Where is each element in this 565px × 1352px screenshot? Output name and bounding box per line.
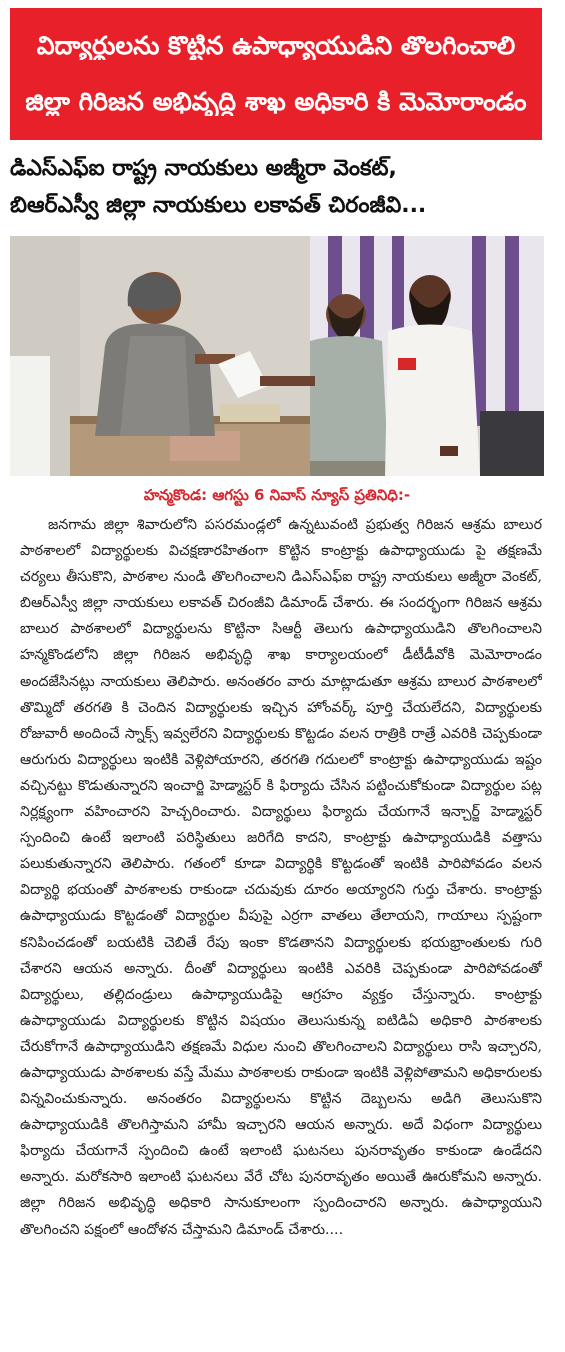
headline-line-2: జిల్లా గిరిజన అభివృద్ధి శాఖ అధికారి కి మెమోరాండం (25, 87, 527, 116)
subheadline-line-1: డిఎస్ఎఫ్ఐ రాష్ట్ర నాయకులు అజ్మీరా వెంకట్, (10, 156, 397, 181)
news-photo (10, 236, 544, 476)
subheadline (10, 150, 545, 224)
headline-banner (10, 8, 542, 140)
dateline: హన్మకొండ: ఆగస్టు 6 నివాస్ న్యూస్ ప్రతినిధి:- (143, 486, 411, 504)
subheadline-line-2: బిఆర్ఎస్వీ జిల్లా నాయకులు లకావత్ చిరంజీవి... (10, 193, 427, 218)
article-body: జనగామ జిల్లా శివారులోని పసరమండ్లలో ఉన్నటువంటి ప్రభుత్వ గిరిజన ఆశ్రమ బాలుర పాఠశాలలో విద్యార్థులకు విచక్షణారహితంగా కొట్టిన కాంట్రాక్టు ఉపాధ్యాయుడు పై తక్షణమే చర్యలు తీసుకొని, పాఠశాల నుండి తొలగించాలని డిఎస్ఎఫ్ఐ రాష్ట్ర నాయకులు అజ్మీరా వెంకట్, బిఆర్ఎస్వీ జిల్లా నాయకులు లకావత్ చిరంజీవి డిమాండ్ చేశారు. ఈ సందర్భంగా గిరిజన ఆశ్రమ బాలుర పాఠశాలలో విద్యార్థులను కొట్టినా సిఆర్టీ తెలుగు ఉపాధ్యాయుడిని తొలగించాలని హన్మకొండలోని జిల్లా గిరిజన అభివృద్ధి శాఖ కార్యాలయంలో డీటీడీవోకి మెమోరాండం అందజేసినట్లు నాయకులు తెలిపారు. అనంతరం వారు మాట్లాడుతూ ఆశ్రమ బాలుర పాఠశాలలో తొమ్మిదో తరగతి కి చెందిన విద్యార్థులకు ఇచ్చిన హోంవర్క్ పూర్తి చేయలేదని, విద్యార్థులకు రోజువారీ అందించే స్నాక్స్ ఇవ్వలేరని విద్యార్థులకు కొట్టడం వలన రాత్రికి రాత్రే ఎవరికి చెప్పకుండా ఆరుగురు విద్యార్థులు ఇంటికి వెళ్లిపోయారని, తరగతి గదులలో కాంట్రాక్టు ఉపాధ్యాయుడు ఇష్టం వచ్చినట్టు కొడుతున్నారని ఇంచార్జి హెడ్మాస్టర్ కి ఫిర్యాదు చేసిన పట్టించుకోకుండా విద్యార్థుల పట్ల నిర్లక్ష్యంగా వహించారని హెచ్చరించారు. విద్యార్థులు ఫిర్యాదు చేయగానే ఇన్చార్జ్ హెడ్మాస్టర్ స్పందించి ఉంటే ఇలాంటి పరిస్థితులు జరిగేది కాదని, కాంట్రాక్టు ఉపాధ్యాయుడికి వత్తాసు పలుకుతున్నారని తెలిపారు. గతంలో కూడా విద్యార్థికి కొట్టడంతో ఇంటికి పారిపోవడం వలన విద్యార్థి భయంతో పాఠశాలకు రాకుండా చదువుకు దూరం అయ్యారని గుర్తు చేశారు. కాంట్రాక్టు ఉపాధ్యాయుడు కొట్టడంతో విద్యార్థుల వీపుపై ఎర్రగా వాతలు తేలాయని, గాయాలు స్పష్టంగా కనిపించడంతో బయటికి చెబితే రేపు ఇంకా కొడతానని విద్యార్థులకు భయభ్రాంతులకు గురి చేశారని ఆయన అన్నారు. దీంతో విద్యార్థులు ఇంటికి ఎవరికి చెప్పకుండా పారిపోవడంతో విద్యార్థులు, తల్లిదండ్రులు ఉపాధ్యాయుడిపై ఆగ్రహం వ్యక్తం చేస్తున్నారు. కాంట్రాక్టు ఉపాధ్యాయుడు విద్యార్థులకు కొట్టిన విషయం తెలుసుకున్న ఐటిడిఏ అధికారి పాఠశాలకు చేరుకోగానే ఉపాధ్యాయుడిని తక్షణమే విధుల నుంచి తొలగించాలని విద్యార్థులు రాసి ఇచ్చారని, ఉపాధ్యాయుడు పాఠశాలకు వస్తే మేము పాఠశాలకు రాకుండా ఇంటికి వెళ్లిపోతామని అధికారులకు విన్నవించుకున్నారు. అనంతరం విద్యార్థులను కొట్టిన దెబ్బలను అడిగి తెలుసుకొని ఉపాధ్యాయుడికి తొలగిస్తామని హామీ ఇచ్చారని ఆయన అన్నారు. అదే విధంగా విద్యార్థులు ఫిర్యాదు చేయగానే స్పందించి ఉంటే ఇలాంటి ఘటనలు పునరావృతం కాకుండా ఉండేదని అన్నారు. మరోకసారి ఇలాంటి ఘటనలు వేరే చోట పునరావృతం అయితే ఊరుకోమని అన్నారు. జిల్లా గిరిజన అభివృద్ధి అధికారి సానుకూలంగా స్పందించారని అన్నారు. ఉపాధ్యాయుని తొలగించని పక్షంలో ఆందోళన చేస్తామని డిమాండ్ చేశారు.... (20, 517, 542, 1238)
headline-line-1: విద్యార్థులను కొట్టిన ఉపాధ్యాయుడిని తొలగించాలి (36, 31, 516, 60)
